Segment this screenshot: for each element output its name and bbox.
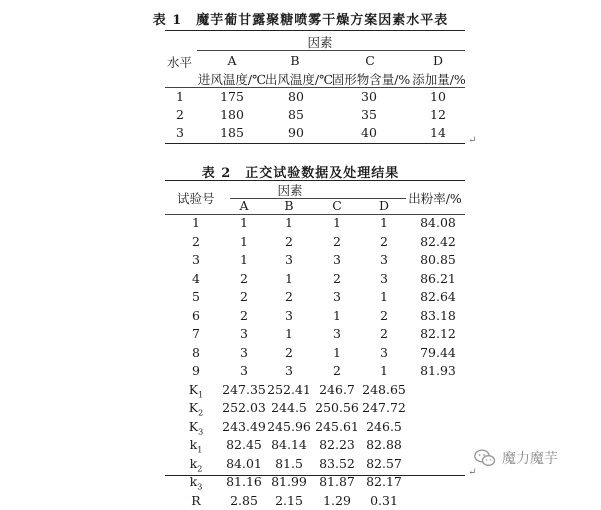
table2-stat-cell: 82.88 — [366, 437, 402, 452]
table1-cell: 85 — [288, 107, 304, 122]
table2-stat-symbol: k — [190, 456, 198, 471]
table2-caption: 表 2 正交试验数据及处理结果 — [0, 162, 601, 181]
table2-stat-symbol: k — [190, 474, 198, 489]
table2-stat-symbol: R — [191, 493, 200, 508]
table2-trial-id: 5 — [192, 289, 200, 304]
table2-stat-cell: 82.45 — [226, 437, 262, 452]
table2-stat-cell: 82.17 — [366, 474, 402, 489]
table1-caption: 表 1 魔芋葡甘露聚糖喷雾干燥方案因素水平表 — [0, 9, 601, 28]
table1-cell: 10 — [430, 89, 446, 104]
table2-cell: 2 — [333, 234, 341, 249]
table2-stat-cell: 81.5 — [275, 456, 303, 471]
table2-stat-cell: 81.99 — [271, 474, 307, 489]
table2-cell: 2 — [285, 234, 293, 249]
watermark — [474, 448, 558, 468]
table2-stat-cell: 82.57 — [366, 456, 402, 471]
watermark-text: 魔力魔芋 — [502, 448, 558, 468]
table1-cell: 14 — [430, 125, 446, 140]
table2-stat-cell: 248.65 — [362, 382, 406, 397]
table2-stat-cell: 247.35 — [222, 382, 266, 397]
wechat-icon — [474, 449, 496, 467]
table2-stat-cell: 81.16 — [226, 474, 262, 489]
table2-yield-cell: 79.44 — [420, 345, 456, 360]
table2-stat-label — [190, 456, 203, 474]
table2-cell: 3 — [380, 252, 388, 267]
table2-stat-subscript: 2 — [197, 464, 202, 473]
table1-factor-name-b: 出风温度/℃ — [265, 70, 333, 88]
table2-cell: 2 — [380, 326, 388, 341]
table2-stat-cell: 81.87 — [319, 474, 355, 489]
table2-yield-cell: 82.64 — [420, 289, 456, 304]
table2-stat-symbol: K — [189, 419, 198, 434]
table2-cell: 1 — [240, 252, 248, 267]
table2-cell: 3 — [380, 345, 388, 360]
table2-trial-id: 8 — [192, 345, 200, 360]
return-mark: ↵ — [468, 135, 476, 146]
table1-factor-letter-a: A — [227, 53, 236, 68]
table2-factor-group: 因素 — [277, 181, 302, 199]
table2-stat-cell: 247.72 — [362, 400, 406, 415]
table1-factor-name-d: 添加量/% — [412, 70, 466, 88]
table2-trial-id: 3 — [192, 252, 200, 267]
table2-factor-letter-b: B — [284, 198, 293, 213]
table2-cell: 2 — [285, 289, 293, 304]
table2-cell: 2 — [285, 345, 293, 360]
table1-factor-group: 因素 — [307, 33, 332, 51]
table1-cell: 40 — [361, 125, 377, 140]
table2-cell: 1 — [285, 215, 293, 230]
table2-stat-cell: 0.31 — [370, 493, 398, 508]
table2-cell: 2 — [240, 308, 248, 323]
table1-cell: 80 — [288, 89, 304, 104]
table2-trial-id: 9 — [192, 363, 200, 378]
table1-cell: 12 — [430, 107, 446, 122]
table1-level-header: 水平 — [167, 53, 192, 71]
table2-stat-cell: 246.5 — [366, 419, 402, 434]
table2-trial-id: 4 — [192, 271, 200, 286]
table1-cell: 35 — [361, 107, 377, 122]
table2-stat-cell: 252.41 — [267, 382, 311, 397]
table2-cell: 3 — [333, 326, 341, 341]
table2-stat-cell: 2.15 — [275, 493, 303, 508]
table2-cell: 3 — [333, 289, 341, 304]
table2-yield-cell: 80.85 — [420, 252, 456, 267]
table2-stat-subscript: 3 — [197, 483, 202, 492]
table2-cell: 3 — [285, 363, 293, 378]
table2-trial-header: 试验号 — [177, 189, 215, 207]
table2-cell: 2 — [333, 363, 341, 378]
table2-stat-cell: 83.52 — [319, 456, 355, 471]
table2-cell: 1 — [380, 215, 388, 230]
table1-header-rule — [165, 87, 465, 88]
table2-cell: 1 — [333, 215, 341, 230]
table2-cell: 1 — [285, 326, 293, 341]
table2-trial-id: 6 — [192, 308, 200, 323]
table1-factor-letter-d: D — [433, 53, 443, 68]
table2-factor-letter-c: C — [332, 198, 342, 213]
table1-cell: 175 — [220, 89, 244, 104]
table2-cell: 2 — [380, 308, 388, 323]
table2-cell: 3 — [333, 252, 341, 267]
table2-cell: 1 — [380, 363, 388, 378]
table1-row-level: 1 — [176, 89, 184, 104]
table2-stat-label — [189, 382, 203, 400]
table2-cell: 3 — [240, 345, 248, 360]
table2-stat-label — [189, 400, 203, 418]
table2-cell: 1 — [333, 308, 341, 323]
table2-stat-label — [191, 493, 200, 510]
table2-stat-subscript: 2 — [198, 409, 203, 418]
table2-cell: 1 — [285, 271, 293, 286]
table2-yield-cell: 83.18 — [420, 308, 456, 323]
table2-cell: 1 — [240, 215, 248, 230]
table2-stat-cell: 246.7 — [319, 382, 355, 397]
table2-stat-subscript: 1 — [198, 390, 203, 399]
table1-cell: 180 — [220, 107, 244, 122]
table2-top-rule — [165, 180, 465, 181]
table2-factor-letter-a: A — [239, 198, 248, 213]
table2-yield-cell: 84.08 — [420, 215, 456, 230]
table1-factor-letter-b: B — [290, 53, 299, 68]
table2-yield-cell: 82.42 — [420, 234, 456, 249]
table2-stat-cell: 2.85 — [230, 493, 258, 508]
table2-stat-cell: 245.61 — [315, 419, 359, 434]
table2-stat-symbol: K — [189, 400, 198, 415]
table1-factor-name-a: 进风温度/℃ — [198, 70, 266, 88]
table2-stat-subscript: 3 — [198, 427, 203, 436]
table1-factor-letter-c: C — [365, 53, 375, 68]
table2-factor-letter-d: D — [379, 198, 389, 213]
table2-stat-cell: 250.56 — [315, 400, 359, 415]
table2-stat-symbol: K — [189, 382, 198, 397]
table2-yield-header: 出粉率/% — [408, 189, 462, 207]
table2-cell: 2 — [240, 271, 248, 286]
table2-stat-cell: 84.14 — [271, 437, 307, 452]
table2-cell: 1 — [240, 234, 248, 249]
table2-yield-cell: 82.12 — [420, 326, 456, 341]
table1-factor-rule — [197, 50, 465, 51]
table1-row-level: 2 — [176, 107, 184, 122]
table2-yield-cell: 86.21 — [420, 271, 456, 286]
table2-bottom-rule — [165, 475, 465, 476]
table2-trial-id: 2 — [192, 234, 200, 249]
table1-cell: 185 — [220, 125, 244, 140]
table1-cell: 90 — [288, 125, 304, 140]
table2-cell: 3 — [285, 252, 293, 267]
table2-stat-label — [190, 437, 203, 455]
table2-cell: 3 — [240, 326, 248, 341]
table1-cell: 30 — [361, 89, 377, 104]
table2-stat-cell: 82.23 — [319, 437, 355, 452]
table2-stat-subscript: 1 — [197, 446, 202, 455]
table2-cell: 2 — [380, 234, 388, 249]
table2-stat-label — [189, 419, 203, 437]
return-mark: ↵ — [468, 467, 476, 478]
table2-stat-cell: 244.5 — [271, 400, 307, 415]
table2-yield-cell: 81.93 — [420, 363, 456, 378]
table2-cell: 2 — [240, 289, 248, 304]
table2-trial-id: 1 — [192, 215, 200, 230]
table2-stat-cell: 252.03 — [222, 400, 266, 415]
table1-top-rule — [165, 30, 465, 31]
table2-stat-cell: 1.29 — [323, 493, 351, 508]
table2-stat-cell: 243.49 — [222, 419, 266, 434]
table2-cell: 1 — [380, 289, 388, 304]
table1-row-level: 3 — [176, 125, 184, 140]
table1-bottom-rule — [165, 143, 465, 144]
table1-factor-name-c: 固形物含量/% — [332, 70, 411, 88]
table2-stat-label — [190, 474, 203, 492]
table2-stat-cell: 84.01 — [226, 456, 262, 471]
table2-cell: 2 — [333, 271, 341, 286]
table2-stat-symbol: k — [190, 437, 198, 452]
table2-cell: 3 — [240, 363, 248, 378]
table2-cell: 3 — [285, 308, 293, 323]
table2-cell: 3 — [380, 271, 388, 286]
table2-stat-cell: 245.96 — [267, 419, 311, 434]
table2-cell: 1 — [333, 345, 341, 360]
table2-trial-id: 7 — [192, 326, 200, 341]
